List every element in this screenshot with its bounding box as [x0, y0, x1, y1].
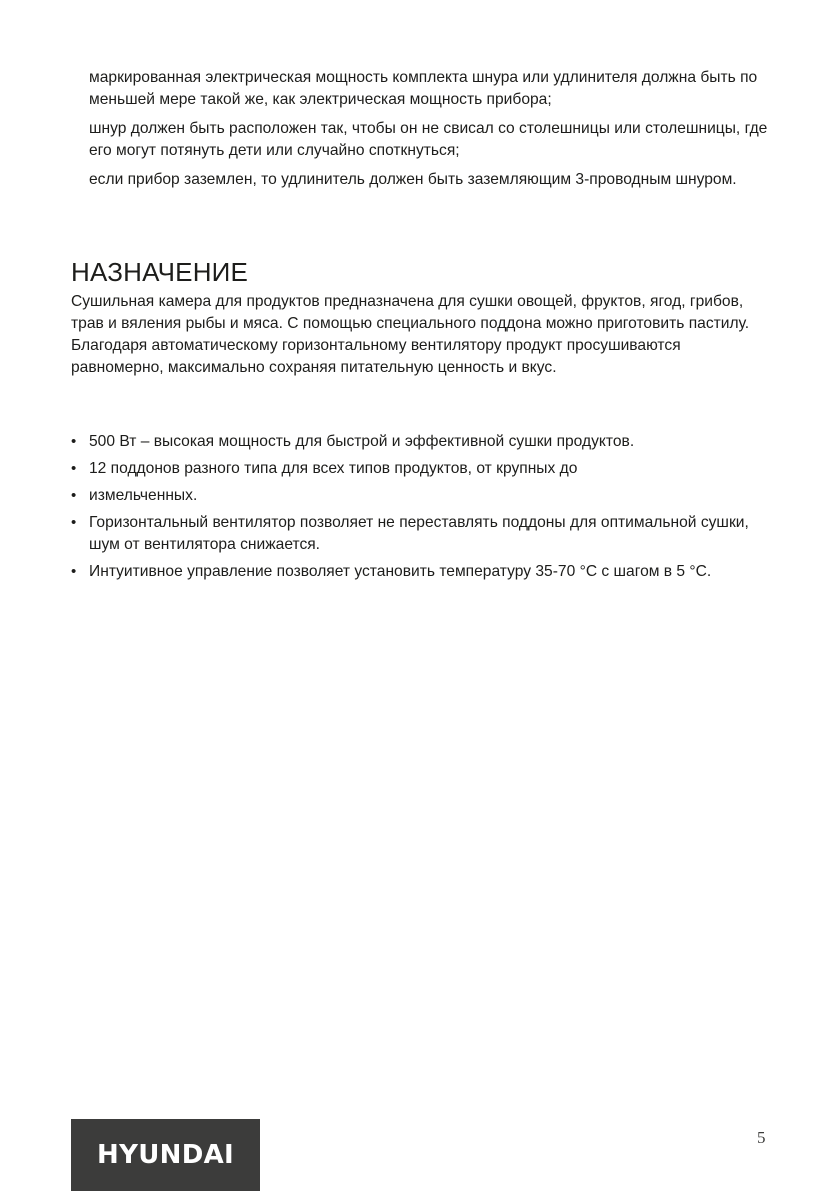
- feature-item: [71, 512, 771, 556]
- safety-item: если прибор заземлен, то удлинитель должен быть заземляющим 3-проводным шнуром.: [89, 171, 737, 188]
- brand-logo: [71, 1119, 260, 1191]
- safety-item: шнур должен быть расположен так, чтобы он не свисал со столешницы или столешницы, где его могут потянуть дети или случайно споткнуться;: [89, 120, 768, 159]
- bullet-icon: •: [71, 563, 77, 580]
- feature-text: 12 поддонов разного типа для всех типов продуктов, от крупных до: [89, 460, 578, 477]
- bullet-icon: •: [71, 460, 77, 477]
- bullet-icon: •: [71, 514, 77, 531]
- feature-list: [71, 431, 771, 588]
- page-number: 5: [757, 1128, 766, 1147]
- feature-text: Интуитивное управление позволяет установить температуру 35-70 °С с шагом в 5 °С.: [89, 563, 712, 580]
- bullet-icon: •: [71, 487, 77, 504]
- feature-item: [71, 458, 771, 480]
- section-title: НАЗНАЧЕНИЕ: [71, 257, 249, 287]
- feature-text: Горизонтальный вентилятор позволяет не переставлять поддоны для оптимальной сушки, шум от вентилятора снижается.: [89, 514, 749, 553]
- feature-text: 500 Вт – высокая мощность для быстрой и эффективной сушки продуктов.: [89, 433, 635, 450]
- feature-item: [71, 561, 771, 583]
- feature-text: измельченных.: [89, 487, 198, 504]
- safety-item: маркированная электрическая мощность комплекта шнура или удлинителя должна быть по меньшей мере такой же, как электрическая мощность прибора;: [89, 69, 758, 108]
- bullet-icon: •: [71, 433, 77, 450]
- feature-item: [71, 431, 771, 453]
- feature-item: [71, 485, 771, 507]
- brand-logo-text: HYUNDAI: [97, 1140, 234, 1170]
- section-intro: Сушильная камера для продуктов предназначена для сушки овощей, фруктов, ягод, грибов, трав и вяления рыбы и мяса. С помощью специального поддона можно приготовить пастилу. Благодаря автоматическому горизонтальному вентилятору продукт просушиваются равномерно, максимально сохраняя питательную ценность и вкус.: [71, 293, 750, 376]
- safety-continuation: [89, 67, 769, 198]
